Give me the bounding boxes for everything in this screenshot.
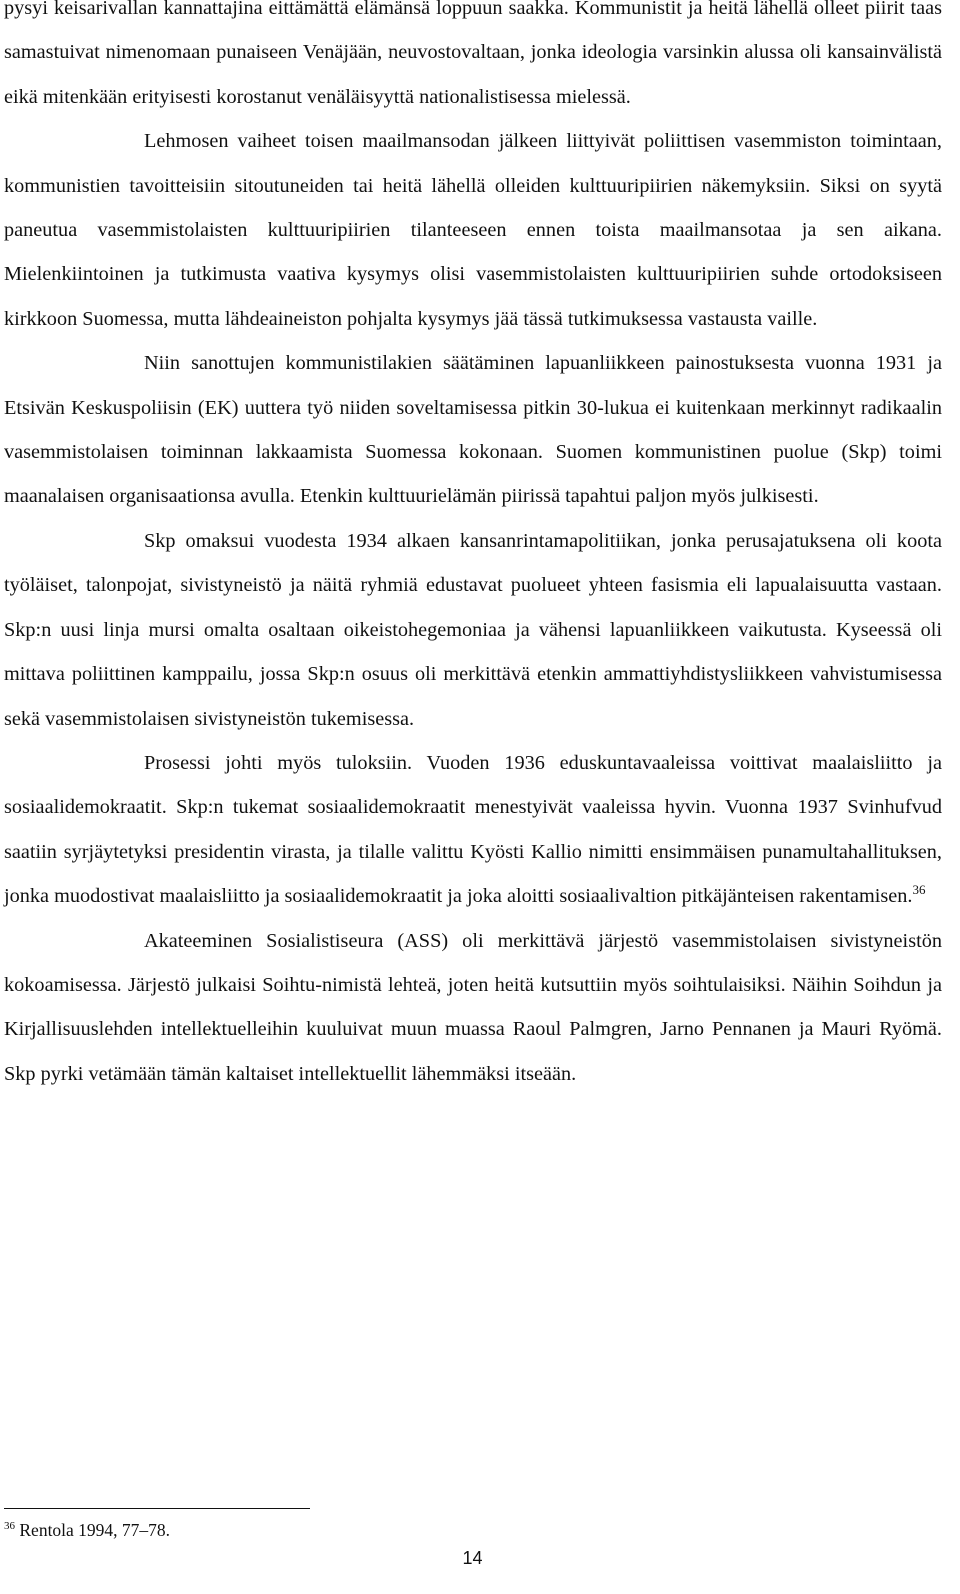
footnote [4, 1518, 170, 1542]
footnote-separator [4, 1508, 310, 1509]
document-page [4, 0, 942, 1096]
paragraph-kommunistilait: Niin sanottujen kommunistilakien säätäminen lapuanliikkeen painostuksesta vuonna 1931 ja Etsivän Keskuspoliisin (EK) uuttera työ niiden soveltamisessa pitkin 30-lukua ei kuitenkaan merkinnyt radikaalin vasemmistolaisen toiminnan lakkaamista Suomessa kokonaan. Suomen kommunistinen puolue (Skp) toimi maanalaisen organisaationsa avulla. Etenkin kulttuurielämän piirissä tapahtui paljon myös julkisesti. [4, 352, 942, 508]
paragraph-ass: Akateeminen Sosialistiseura (ASS) oli merkittävä järjestö vasemmistolaisen sivistyneistön kokoamisessa. Järjestö julkaisi Soihtu-nimistä lehteä, joten heitä kutsuttiin myös soihtulaisiksi. Näihin Soihdun ja Kirjallisuuslehden intellektuelleihin kuuluivat muun muassa Raoul Palmgren, Jarno Pennanen ja Mauri Ryömä. Skp pyrki vetämään tämän kaltaiset intellektuellit lähemmäksi itseään. [4, 929, 942, 1085]
paragraph-kansanrintama: Skp omaksui vuodesta 1934 alkaen kansanrintamapolitiikan, jonka perusajatuksena oli koota työläiset, talonpojat, sivistyneistö ja näitä ryhmiä edustavat puolueet yhteen fasismia eli lapualaisuutta vastaan. Skp:n uusi linja mursi omalta osaltaan oikeistohegemoniaa ja vähensi lapuanliikkeen vaikutusta. Kyseessä oli mittava poliittinen kamppailu, jossa Skp:n osuus oli merkittävä etenkin ammattiyhdistysliikkeen vahvistumisessa sekä vasemmistolaisen sivistyneistön tukemisessa. [4, 529, 942, 730]
footnote-text: Rentola 1994, 77–78. [19, 1520, 171, 1540]
page-number: 14 [462, 1548, 483, 1568]
footnote-reference: 36 [912, 882, 926, 898]
paragraph-continued: pysyi keisarivallan kannattajina eittämättä elämänsä loppuun saakka. Kommunistit ja heitä lähellä olleet piirit taas samastuivat nimenomaan punaiseen Venäjään, neuvostovaltaan, jonka ideologia varsinkin alussa oli kansainvälistä eikä mitenkään erityisesti korostanut venäläisyyttä nationalistisessa mielessä. [4, 0, 942, 108]
paragraph-prosessi-text: Prosessi johti myös tuloksiin. Vuoden 1936 eduskuntavaaleissa voittivat maalaisliitto ja sosiaalidemokraatit. Skp:n tukemat sosiaalidemokraatit menestyivät vaaleissa hyvin. Vuonna 1937 Svinhufvud saatiin syrjäytetyksi presidentin virasta, ja tilalle valittu Kyösti Kallio nimitti ensimmäisen punamultahallituksen, jonka muodostivat maalaisliitto ja sosiaalidemokraatit ja joka aloitti sosiaalivaltion pitkäjänteisen rakentamisen. [4, 751, 942, 908]
paragraph-prosessi [4, 741, 942, 919]
paragraph-lehmonen: Lehmosen vaiheet toisen maailmansodan jälkeen liittyivät poliittisen vasemmiston toimintaan, kommunistien tavoitteisiin sitoutuneiden tai heitä lähellä olleiden kulttuuripiirien näkemyksiin. Siksi on syytä paneutua vasemmistolaisten kulttuuripiirien tilanteeseen ennen toista maailmansotaa ja sen aikana. Mielenkiintoinen ja tutkimusta vaativa kysymys olisi vasemmistolaisten kulttuuripiirien suhde ortodoksiseen kirkkoon Suomessa, mutta lähdeaineiston pohjalta kysymys jää tässä tutkimuksessa vastausta vaille. [4, 130, 942, 330]
footnote-number: 36 [4, 1520, 15, 1532]
